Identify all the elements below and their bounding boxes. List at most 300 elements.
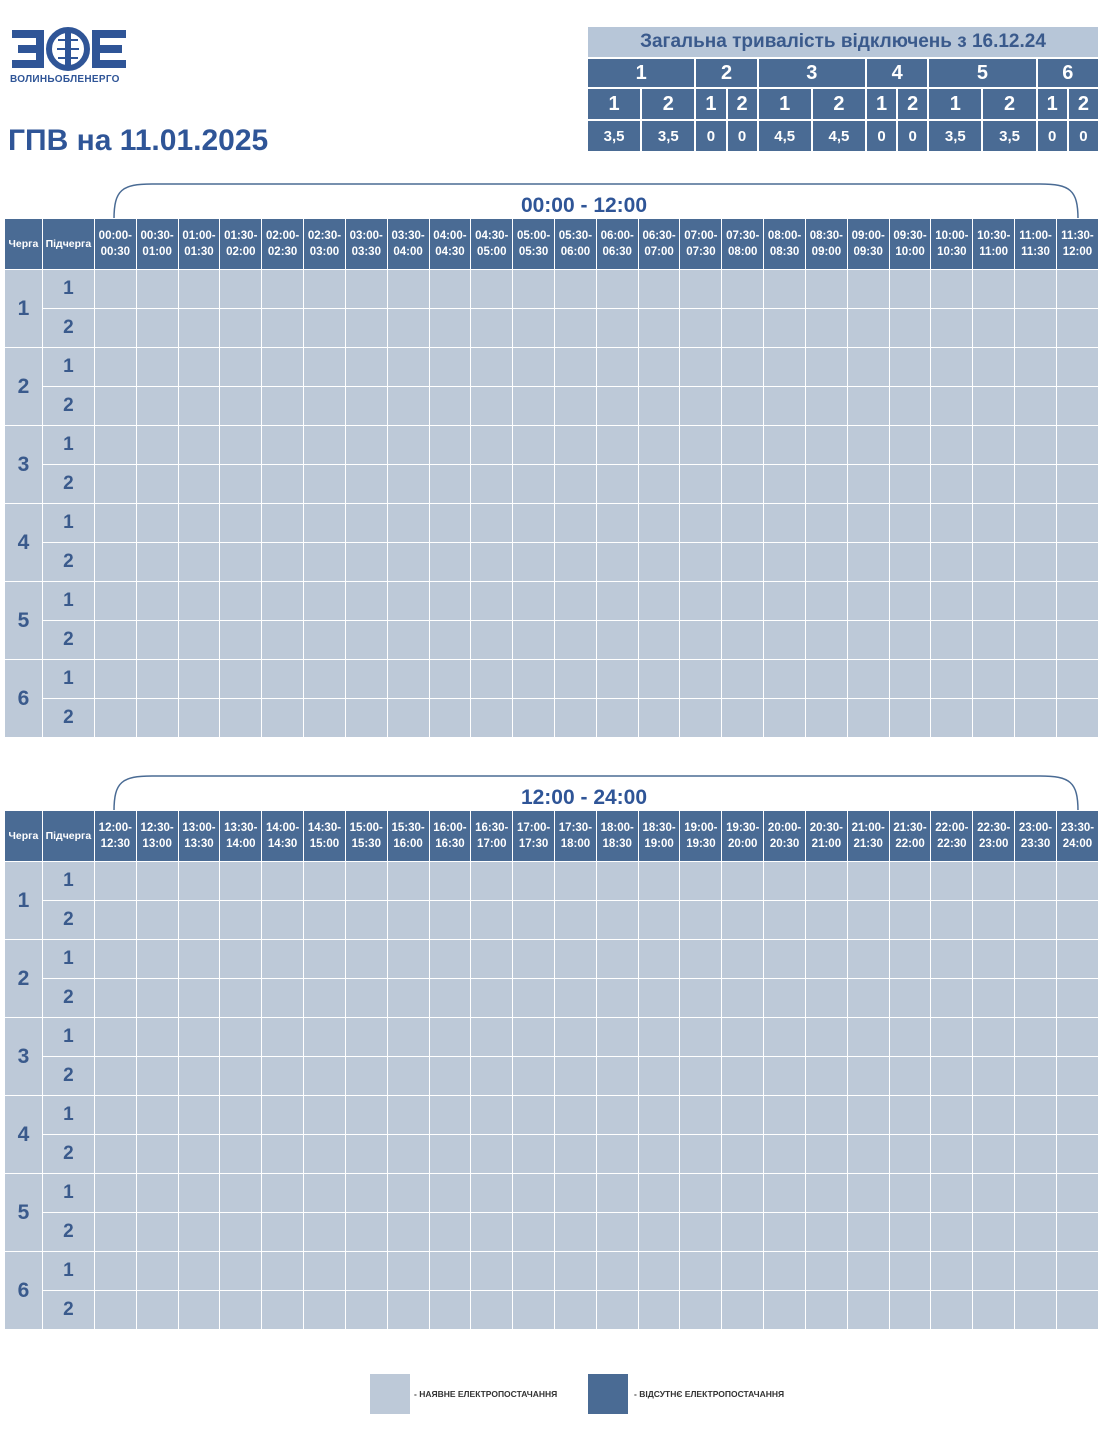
time-slot-cell: [680, 465, 722, 504]
time-slot-cell: [345, 387, 387, 426]
time-slot-cell: [722, 1135, 764, 1174]
time-slot-cell: [178, 1252, 220, 1291]
time-slot-start: 14:30-: [307, 822, 342, 834]
time-slot-cell: [722, 426, 764, 465]
time-slot-cell: [220, 621, 262, 660]
time-slot-cell: [1015, 504, 1057, 543]
time-slot-end: 04:00: [393, 246, 423, 258]
time-slot-cell: [596, 1057, 638, 1096]
time-slot-start: 03:30-: [391, 230, 425, 242]
time-slot-cell: [722, 504, 764, 543]
time-slot-cell: [178, 387, 220, 426]
time-slot-cell: [220, 1057, 262, 1096]
time-slot-cell: [429, 270, 471, 309]
time-slot-cell: [555, 979, 597, 1018]
time-slot-cell: [513, 309, 555, 348]
time-slot-cell: [931, 862, 973, 901]
time-slot-cell: [889, 270, 931, 309]
time-slot-cell: [973, 582, 1015, 621]
time-slot-start: 19:30-: [726, 822, 760, 834]
time-slot-cell: [680, 387, 722, 426]
time-slot-cell: [304, 1252, 346, 1291]
schedule-row: [5, 621, 1099, 660]
queue-number: 6: [5, 1252, 43, 1330]
time-slot-header: [680, 219, 722, 270]
time-slot-start: 09:30-: [893, 230, 927, 242]
time-slot-cell: [722, 1018, 764, 1057]
time-slot-cell: [680, 504, 722, 543]
time-slot-cell: [178, 940, 220, 979]
time-slot-cell: [638, 1174, 680, 1213]
time-slot-cell: [596, 1291, 638, 1330]
summary-queue-header: 3: [758, 58, 866, 88]
schedule-row: [5, 387, 1099, 426]
time-slot-cell: [220, 582, 262, 621]
subqueue-number: 1: [42, 348, 94, 387]
time-slot-cell: [638, 387, 680, 426]
summary-duration-value: 3,5: [587, 120, 641, 152]
time-slot-cell: [722, 348, 764, 387]
time-slot-end: 15:00: [309, 838, 340, 850]
time-slot-cell: [387, 1057, 429, 1096]
queue-column-header: Черга: [5, 811, 43, 862]
time-slot-cell: [555, 426, 597, 465]
time-slot-cell: [513, 1057, 555, 1096]
time-slot-cell: [1015, 387, 1057, 426]
time-slot-start: 17:30-: [558, 822, 593, 834]
time-slot-header: [847, 219, 889, 270]
time-slot-cell: [178, 621, 220, 660]
time-slot-cell: [764, 465, 806, 504]
time-slot-cell: [94, 465, 136, 504]
time-slot-cell: [471, 940, 513, 979]
time-slot-cell: [304, 1057, 346, 1096]
subqueue-number: 1: [42, 660, 94, 699]
time-slot-cell: [262, 1291, 304, 1330]
time-slot-header: [387, 219, 429, 270]
time-slot-header: [555, 219, 597, 270]
subqueue-number: 1: [42, 426, 94, 465]
time-slot-end: 05:30: [518, 246, 549, 258]
time-slot-cell: [429, 1213, 471, 1252]
schedule-row: [5, 1174, 1099, 1213]
time-slot-cell: [1015, 699, 1057, 738]
time-slot-start: 14:00-: [265, 822, 300, 834]
time-slot-cell: [471, 270, 513, 309]
time-slot-cell: [94, 1018, 136, 1057]
time-slot-cell: [1015, 1135, 1057, 1174]
time-slot-cell: [931, 543, 973, 582]
time-slot-cell: [764, 1018, 806, 1057]
time-slot-cell: [722, 582, 764, 621]
time-slot-header: [220, 219, 262, 270]
subqueue-number: 2: [42, 621, 94, 660]
time-slot-cell: [387, 387, 429, 426]
time-slot-cell: [596, 582, 638, 621]
time-slot-cell: [136, 387, 178, 426]
time-slot-cell: [513, 1291, 555, 1330]
time-slot-cell: [555, 1213, 597, 1252]
time-slot-cell: [596, 270, 638, 309]
time-slot-cell: [596, 465, 638, 504]
time-slot-end: 15:30: [351, 838, 381, 850]
time-slot-cell: [764, 979, 806, 1018]
time-slot-cell: [429, 901, 471, 940]
time-slot-cell: [847, 1213, 889, 1252]
time-slot-cell: [94, 1252, 136, 1291]
time-slot-end: 10:30: [937, 246, 967, 258]
time-slot-end: 14:00: [226, 838, 256, 850]
time-slot-cell: [847, 270, 889, 309]
time-slot-start: 06:30-: [642, 230, 676, 242]
time-slot-cell: [471, 1174, 513, 1213]
time-slot-end: 23:00: [978, 838, 1009, 850]
time-slot-header: [764, 811, 806, 862]
time-slot-cell: [345, 309, 387, 348]
time-slot-end: 09:00: [811, 246, 842, 258]
time-slot-start: 18:30-: [642, 822, 676, 834]
time-slot-cell: [304, 387, 346, 426]
time-slot-cell: [596, 309, 638, 348]
time-slot-cell: [513, 699, 555, 738]
subqueue-number: 2: [42, 1291, 94, 1330]
time-slot-end: 08:00: [728, 246, 758, 258]
time-slot-cell: [931, 901, 973, 940]
time-slot-cell: [429, 1252, 471, 1291]
time-slot-cell: [1015, 348, 1057, 387]
time-slot-cell: [1015, 1252, 1057, 1291]
schedule-row: [5, 979, 1099, 1018]
time-slot-cell: [805, 699, 847, 738]
time-slot-cell: [555, 901, 597, 940]
time-slot-cell: [1056, 621, 1098, 660]
time-slot-cell: [471, 309, 513, 348]
time-slot-cell: [596, 862, 638, 901]
time-slot-end: 16:00: [393, 838, 423, 850]
time-slot-cell: [178, 309, 220, 348]
summary-caption: Загальна тривалість відключень з 16.12.24: [587, 26, 1099, 58]
time-slot-cell: [722, 862, 764, 901]
time-slot-cell: [889, 582, 931, 621]
time-slot-cell: [764, 1174, 806, 1213]
time-slot-cell: [429, 543, 471, 582]
time-slot-cell: [931, 660, 973, 699]
time-slot-cell: [345, 699, 387, 738]
time-slot-cell: [94, 348, 136, 387]
time-slot-cell: [429, 309, 471, 348]
time-slot-cell: [262, 1213, 304, 1252]
time-slot-cell: [973, 1174, 1015, 1213]
time-slot-start: 02:30-: [307, 230, 342, 242]
summary-subqueue-header: 2: [641, 88, 695, 120]
time-slot-cell: [1056, 660, 1098, 699]
time-slot-cell: [973, 270, 1015, 309]
time-slot-cell: [931, 1057, 973, 1096]
time-slot-cell: [638, 426, 680, 465]
time-slot-start: 22:00-: [935, 822, 969, 834]
time-slot-cell: [889, 621, 931, 660]
time-slot-cell: [262, 426, 304, 465]
time-slot-cell: [638, 504, 680, 543]
time-slot-cell: [805, 660, 847, 699]
time-slot-cell: [847, 543, 889, 582]
time-slot-cell: [596, 1018, 638, 1057]
time-slot-start: 19:00-: [684, 822, 718, 834]
summary-duration-value: 4,5: [812, 120, 866, 152]
time-slot-cell: [387, 543, 429, 582]
time-slot-cell: [220, 270, 262, 309]
time-slot-cell: [889, 1096, 931, 1135]
subqueue-number: 2: [42, 1057, 94, 1096]
time-slot-cell: [429, 1096, 471, 1135]
time-slot-header: [345, 219, 387, 270]
summary-subqueue-header: 1: [866, 88, 897, 120]
time-slot-cell: [847, 465, 889, 504]
time-slot-start: 21:00-: [851, 822, 885, 834]
time-slot-cell: [1056, 901, 1098, 940]
time-slot-cell: [1056, 1174, 1098, 1213]
time-slot-cell: [847, 940, 889, 979]
time-slot-cell: [513, 504, 555, 543]
time-slot-header: [94, 219, 136, 270]
time-slot-cell: [680, 1291, 722, 1330]
time-slot-cell: [471, 699, 513, 738]
time-slot-cell: [680, 543, 722, 582]
time-slot-cell: [680, 1135, 722, 1174]
time-slot-cell: [220, 940, 262, 979]
subqueue-number: 1: [42, 862, 94, 901]
time-slot-cell: [1056, 426, 1098, 465]
time-slot-cell: [805, 979, 847, 1018]
time-slot-end: 21:00: [811, 838, 842, 850]
time-slot-cell: [94, 426, 136, 465]
time-slot-cell: [973, 1291, 1015, 1330]
time-slot-header: [805, 811, 847, 862]
time-slot-cell: [220, 426, 262, 465]
time-slot-cell: [1056, 504, 1098, 543]
summary-subqueue-header: 2: [1068, 88, 1099, 120]
schedule-row: [5, 270, 1099, 309]
time-slot-cell: [973, 426, 1015, 465]
time-slot-cell: [304, 621, 346, 660]
time-slot-cell: [1015, 940, 1057, 979]
time-slot-start: 15:30-: [391, 822, 425, 834]
time-slot-header: [973, 219, 1015, 270]
time-slot-cell: [513, 901, 555, 940]
time-slot-cell: [178, 901, 220, 940]
summary-duration-value: 0: [727, 120, 758, 152]
time-slot-start: 23:30-: [1060, 822, 1095, 834]
time-slot-cell: [555, 1018, 597, 1057]
time-slot-cell: [345, 543, 387, 582]
time-slot-cell: [805, 465, 847, 504]
time-slot-cell: [262, 660, 304, 699]
time-slot-cell: [345, 940, 387, 979]
summary-duration-value: 3,5: [982, 120, 1036, 152]
time-slot-start: 04:30-: [475, 230, 509, 242]
time-slot-cell: [889, 387, 931, 426]
time-slot-end: 12:00: [1062, 246, 1093, 258]
time-slot-cell: [429, 940, 471, 979]
time-slot-end: 19:30: [686, 838, 716, 850]
time-slot-cell: [304, 309, 346, 348]
time-slot-start: 00:30-: [140, 230, 174, 242]
schedule-table: [4, 810, 1099, 1330]
time-slot-cell: [429, 1174, 471, 1213]
time-slot-cell: [178, 1135, 220, 1174]
time-slot-cell: [513, 387, 555, 426]
time-slot-cell: [680, 1018, 722, 1057]
time-slot-cell: [178, 660, 220, 699]
time-slot-end: 17:30: [518, 838, 549, 850]
time-slot-cell: [94, 1057, 136, 1096]
queue-number: 6: [5, 660, 43, 738]
time-slot-cell: [262, 309, 304, 348]
subqueue-number: 2: [42, 979, 94, 1018]
time-slot-cell: [555, 1057, 597, 1096]
time-slot-cell: [805, 1057, 847, 1096]
time-slot-cell: [94, 270, 136, 309]
time-slot-header: [178, 811, 220, 862]
subqueue-number: 1: [42, 504, 94, 543]
time-slot-end: 18:00: [560, 838, 591, 850]
time-slot-cell: [847, 387, 889, 426]
queue-number: 4: [5, 504, 43, 582]
queue-column-header: Черга: [5, 219, 43, 270]
time-slot-cell: [805, 621, 847, 660]
time-slot-cell: [513, 979, 555, 1018]
time-slot-cell: [555, 660, 597, 699]
subqueue-number: 1: [42, 1252, 94, 1291]
time-slot-cell: [220, 309, 262, 348]
time-slot-cell: [638, 1252, 680, 1291]
time-slot-cell: [429, 1057, 471, 1096]
summary-duration-value: 3,5: [928, 120, 982, 152]
schedule-row: [5, 1252, 1099, 1291]
time-slot-cell: [1015, 309, 1057, 348]
outage-summary-table: [586, 25, 1100, 153]
schedule-row: [5, 940, 1099, 979]
time-slot-end: 10:00: [895, 246, 925, 258]
time-slot-cell: [136, 543, 178, 582]
time-slot-cell: [304, 582, 346, 621]
time-slot-cell: [931, 387, 973, 426]
time-slot-cell: [764, 940, 806, 979]
time-slot-end: 03:30: [351, 246, 381, 258]
time-slot-cell: [136, 1135, 178, 1174]
time-slot-cell: [847, 1291, 889, 1330]
time-slot-header: [889, 811, 931, 862]
time-slot-cell: [387, 1291, 429, 1330]
time-slot-cell: [889, 660, 931, 699]
queue-number: 5: [5, 582, 43, 660]
time-slot-cell: [429, 465, 471, 504]
time-slot-cell: [722, 465, 764, 504]
time-slot-cell: [1056, 1213, 1098, 1252]
summary-queue-header: 5: [928, 58, 1036, 88]
time-slot-cell: [1015, 1096, 1057, 1135]
time-slot-header: [471, 219, 513, 270]
time-slot-cell: [304, 979, 346, 1018]
time-slot-cell: [973, 348, 1015, 387]
summary-subqueue-header: 1: [928, 88, 982, 120]
time-range-label: 00:00 - 12:00: [520, 194, 648, 217]
time-slot-end: 01:00: [142, 246, 172, 258]
time-slot-cell: [596, 348, 638, 387]
time-slot-cell: [1015, 1057, 1057, 1096]
time-slot-cell: [345, 1174, 387, 1213]
time-slot-cell: [220, 979, 262, 1018]
time-slot-cell: [847, 862, 889, 901]
time-slot-cell: [973, 1252, 1015, 1291]
time-slot-cell: [220, 699, 262, 738]
time-slot-end: 04:30: [435, 246, 465, 258]
time-slot-cell: [973, 979, 1015, 1018]
time-slot-cell: [680, 621, 722, 660]
time-slot-cell: [178, 582, 220, 621]
time-slot-header: [1056, 811, 1098, 862]
time-slot-start: 03:00-: [349, 230, 383, 242]
time-slot-cell: [262, 270, 304, 309]
time-slot-cell: [805, 348, 847, 387]
time-slot-cell: [805, 1174, 847, 1213]
time-slot-cell: [680, 699, 722, 738]
time-slot-cell: [973, 543, 1015, 582]
time-slot-cell: [178, 504, 220, 543]
time-slot-cell: [722, 1057, 764, 1096]
time-slot-cell: [638, 465, 680, 504]
time-slot-cell: [555, 621, 597, 660]
time-slot-cell: [805, 387, 847, 426]
time-slot-cell: [680, 1252, 722, 1291]
time-slot-header: [555, 811, 597, 862]
time-slot-cell: [722, 1252, 764, 1291]
time-slot-cell: [764, 1135, 806, 1174]
time-slot-cell: [638, 1057, 680, 1096]
time-slot-cell: [889, 1291, 931, 1330]
time-slot-cell: [262, 504, 304, 543]
time-slot-cell: [262, 1018, 304, 1057]
time-slot-cell: [680, 348, 722, 387]
time-slot-cell: [555, 1135, 597, 1174]
time-slot-cell: [94, 1174, 136, 1213]
time-slot-start: 18:00-: [600, 822, 634, 834]
time-slot-cell: [931, 621, 973, 660]
time-slot-end: 14:30: [267, 838, 298, 850]
time-slot-cell: [345, 979, 387, 1018]
time-slot-cell: [1056, 1291, 1098, 1330]
time-slot-cell: [94, 901, 136, 940]
time-slot-cell: [513, 1174, 555, 1213]
subqueue-number: 2: [42, 1135, 94, 1174]
subqueue-number: 1: [42, 270, 94, 309]
time-slot-cell: [931, 1018, 973, 1057]
time-slot-cell: [94, 660, 136, 699]
time-slot-cell: [680, 582, 722, 621]
time-slot-cell: [345, 1057, 387, 1096]
time-slot-cell: [262, 387, 304, 426]
time-slot-start: 23:00-: [1018, 822, 1053, 834]
time-slot-cell: [1015, 660, 1057, 699]
time-slot-cell: [178, 1291, 220, 1330]
time-slot-cell: [638, 940, 680, 979]
time-slot-cell: [680, 901, 722, 940]
time-slot-cell: [1015, 543, 1057, 582]
time-slot-cell: [638, 660, 680, 699]
time-slot-cell: [596, 901, 638, 940]
time-slot-cell: [889, 1213, 931, 1252]
time-slot-cell: [889, 348, 931, 387]
